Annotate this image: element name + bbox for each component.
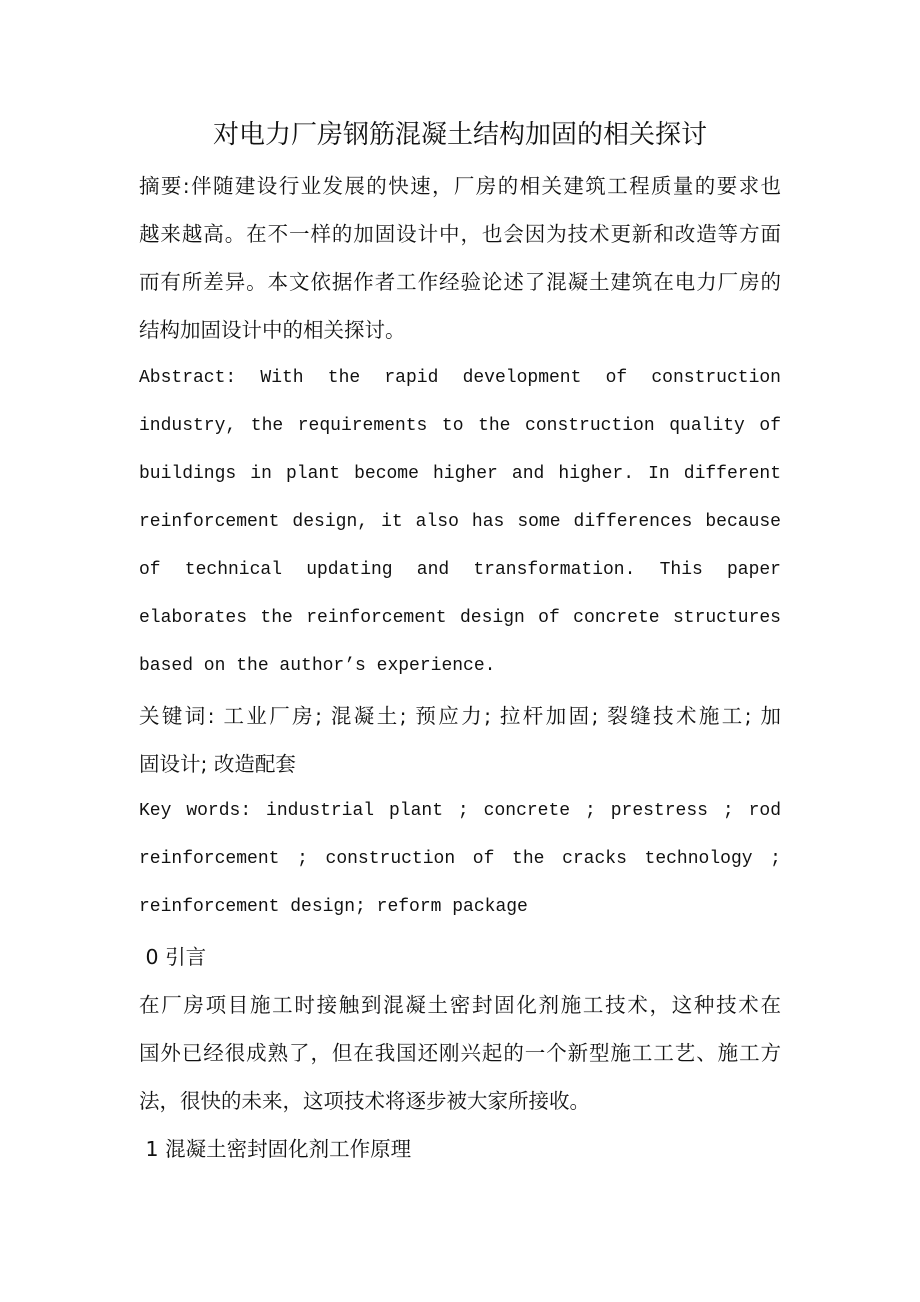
keywords-en-line: reinforcement ; construction of the cracks technology ; [139, 849, 781, 869]
keywords-en-line: Key words: industrial plant ; concrete ; prestress ; rod [139, 801, 781, 821]
section-0-body-line: 在厂房项目施工时接触到混凝土密封固化剂施工技术，这种技术在 [139, 993, 781, 1017]
keywords-en-line: reinforcement design; reform package [139, 897, 528, 917]
section-0-body-line: 法，很快的未来，这项技术将逐步被大家所接收。 [139, 1089, 590, 1113]
abstract-en-line: reinforcement design, it also has some differences because [139, 512, 781, 532]
abstract-en-line: industry, the requirements to the construction quality of [139, 416, 781, 436]
keywords-zh-line: 固设计; 改造配套 [139, 752, 296, 776]
abstract-en-line: buildings in plant become higher and higher. In different [139, 464, 781, 484]
abstract-en-line: Abstract: With the rapid development of construction [139, 368, 781, 388]
abstract-zh-line: 越来越高。在不一样的加固设计中，也会因为技术更新和改造等方面 [139, 222, 781, 246]
abstract-zh-line: 结构加固设计中的相关探讨。 [139, 318, 406, 342]
section-0-heading: 0 引言 [139, 945, 207, 969]
abstract-en-line: elaborates the reinforcement design of concrete structures [139, 608, 781, 628]
abstract-zh-line: 而有所差异。本文依据作者工作经验论述了混凝土建筑在电力厂房的 [139, 270, 781, 294]
abstract-zh-line: 摘要:伴随建设行业发展的快速，厂房的相关建筑工程质量的要求也 [139, 174, 781, 198]
abstract-en-line: based on the author’s experience. [139, 656, 496, 676]
section-0-body-line: 国外已经很成熟了，但在我国还刚兴起的一个新型施工工艺、施工方 [139, 1041, 781, 1065]
document-title: 对电力厂房钢筋混凝土结构加固的相关探讨 [212, 120, 707, 150]
abstract-en-line: of technical updating and transformation. This paper [139, 560, 781, 580]
section-1-heading: 1 混凝土密封固化剂工作原理 [139, 1137, 412, 1161]
keywords-zh-line: 关键词: 工业厂房; 混凝土; 预应力; 拉杆加固; 裂缝技术施工; 加 [139, 704, 781, 728]
